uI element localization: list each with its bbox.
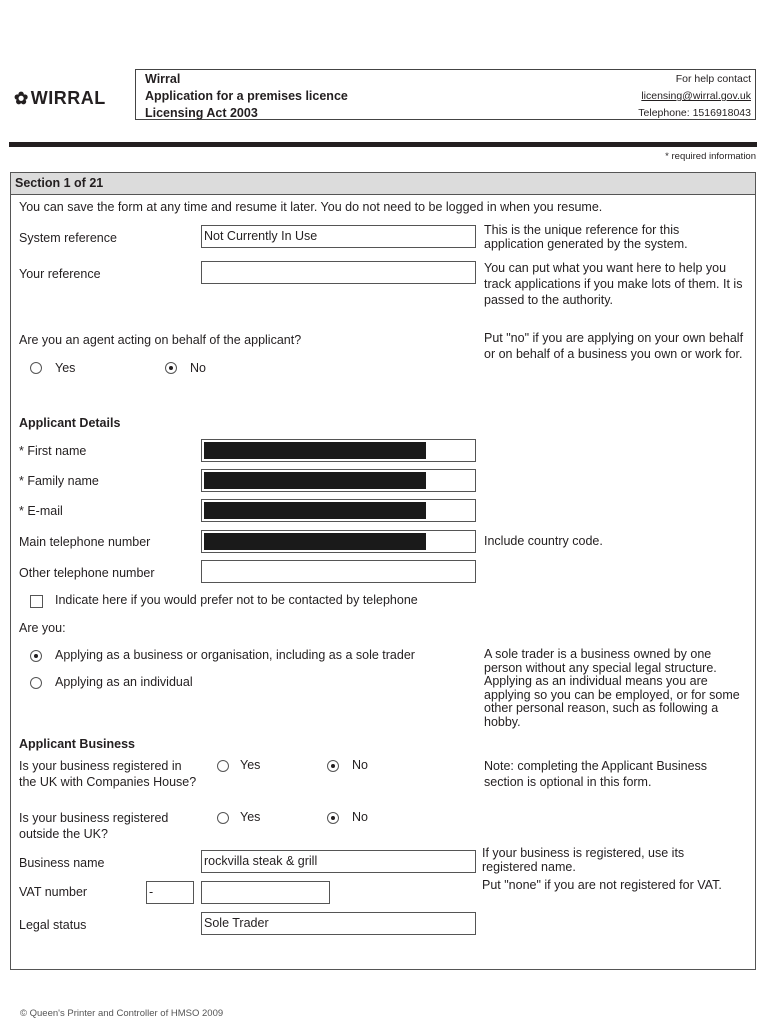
vat-number-field[interactable]: [201, 881, 330, 904]
registered-uk-help: Note: completing the Applicant Business section is optional in this form.: [484, 759, 708, 789]
registered-uk-no-radio[interactable]: [327, 760, 339, 772]
form-title: [145, 71, 348, 122]
agent-yes-radio[interactable]: [30, 362, 42, 374]
are-you-help: A sole trader is a business owned by one person without any special legal structure. Applying as an individual means you are applying so you can be employed, or for some other personal reason, such as following a hobby.: [484, 647, 740, 729]
family-name-label: * Family name: [19, 474, 99, 488]
registered-outside-yes-radio[interactable]: [217, 812, 229, 824]
your-reference-help: You can put what you want here to help you track applications if you make lots of them. It is passed to the authority.: [484, 261, 743, 307]
vat-number-label: VAT number: [19, 885, 88, 899]
agent-question: Are you an agent acting on behalf of the applicant?: [19, 333, 302, 347]
are-you-label: Are you:: [19, 621, 66, 635]
redaction-bar: [204, 442, 426, 459]
system-reference-help: This is the unique reference for this application generated by the system.: [484, 223, 688, 251]
redaction-bar: [204, 533, 426, 550]
first-name-field[interactable]: [201, 439, 476, 462]
header-divider: [9, 142, 757, 147]
redaction-bar: [204, 472, 426, 489]
email-label: * E-mail: [19, 504, 63, 518]
system-reference-label: System reference: [19, 231, 117, 245]
vat-prefix-field[interactable]: -: [146, 881, 194, 904]
first-name-label: * First name: [19, 444, 87, 458]
agent-no-label: No: [190, 361, 206, 375]
main-phone-field[interactable]: [201, 530, 476, 553]
logo-text: WIRRAL: [30, 88, 106, 108]
individual-option-label: Applying as an individual: [55, 675, 193, 689]
registered-outside-no-radio[interactable]: [327, 812, 339, 824]
registered-uk-no-label: No: [352, 758, 368, 772]
business-option-radio[interactable]: [30, 650, 42, 662]
applicant-details-heading: Applicant Details: [19, 416, 121, 430]
your-reference-field[interactable]: [201, 261, 476, 284]
agent-yes-label: Yes: [55, 361, 76, 375]
business-option-label: Applying as a business or organisation, including as a sole trader: [55, 648, 415, 662]
email-field[interactable]: [201, 499, 476, 522]
system-reference-field[interactable]: Not Currently In Use: [201, 225, 476, 248]
council-name: Wirral: [145, 72, 181, 86]
registered-outside-question: Is your business registered outside the UK?: [19, 811, 169, 841]
family-name-field[interactable]: [201, 469, 476, 492]
section-intro: You can save the form at any time and resume it later. You do not need to be logged in when you resume.: [19, 200, 603, 214]
registered-uk-yes-radio[interactable]: [217, 760, 229, 772]
other-phone-label: Other telephone number: [19, 566, 155, 580]
section-title: Section 1 of 21: [11, 173, 755, 195]
help-phone: Telephone: 1516918043: [638, 107, 751, 119]
registered-outside-no-label: No: [352, 810, 368, 824]
help-email-link[interactable]: licensing@wirral.gov.uk: [641, 90, 751, 102]
agent-no-radio[interactable]: [165, 362, 177, 374]
main-phone-label: Main telephone number: [19, 535, 151, 549]
other-phone-field[interactable]: [201, 560, 476, 583]
wirral-logo: [14, 88, 106, 109]
legal-status-label: Legal status: [19, 918, 87, 932]
applicant-business-heading: Applicant Business: [19, 737, 135, 751]
main-phone-help: Include country code.: [484, 534, 603, 548]
individual-option-radio[interactable]: [30, 677, 42, 689]
crest-icon: ✿: [14, 88, 29, 108]
required-info-note: * required information: [665, 151, 756, 162]
registered-outside-yes-label: Yes: [240, 810, 261, 824]
vat-number-help: Put "none" if you are not registered for VAT.: [482, 878, 722, 892]
help-contact: [638, 71, 751, 122]
business-name-field[interactable]: rockvilla steak & grill: [201, 850, 476, 873]
form-header: [135, 69, 756, 120]
business-name-label: Business name: [19, 856, 105, 870]
registered-uk-question: Is your business registered in the UK with Companies House?: [19, 759, 197, 789]
legal-status-field[interactable]: Sole Trader: [201, 912, 476, 935]
copyright-footer: © Queen's Printer and Controller of HMSO 2009: [20, 1008, 224, 1019]
no-phone-contact-checkbox[interactable]: [30, 595, 43, 608]
help-label: For help contact: [675, 73, 751, 85]
act-name: Licensing Act 2003: [145, 106, 258, 120]
redaction-bar: [204, 502, 426, 519]
no-phone-contact-label: Indicate here if you would prefer not to be contacted by telephone: [55, 593, 418, 607]
your-reference-label: Your reference: [19, 267, 101, 281]
agent-help: Put "no" if you are applying on your own behalf or on behalf of a business you own or work for.: [484, 331, 744, 361]
form-name: Application for a premises licence: [145, 89, 348, 103]
registered-uk-yes-label: Yes: [240, 758, 261, 772]
business-name-help: If your business is registered, use its registered name.: [482, 846, 685, 874]
